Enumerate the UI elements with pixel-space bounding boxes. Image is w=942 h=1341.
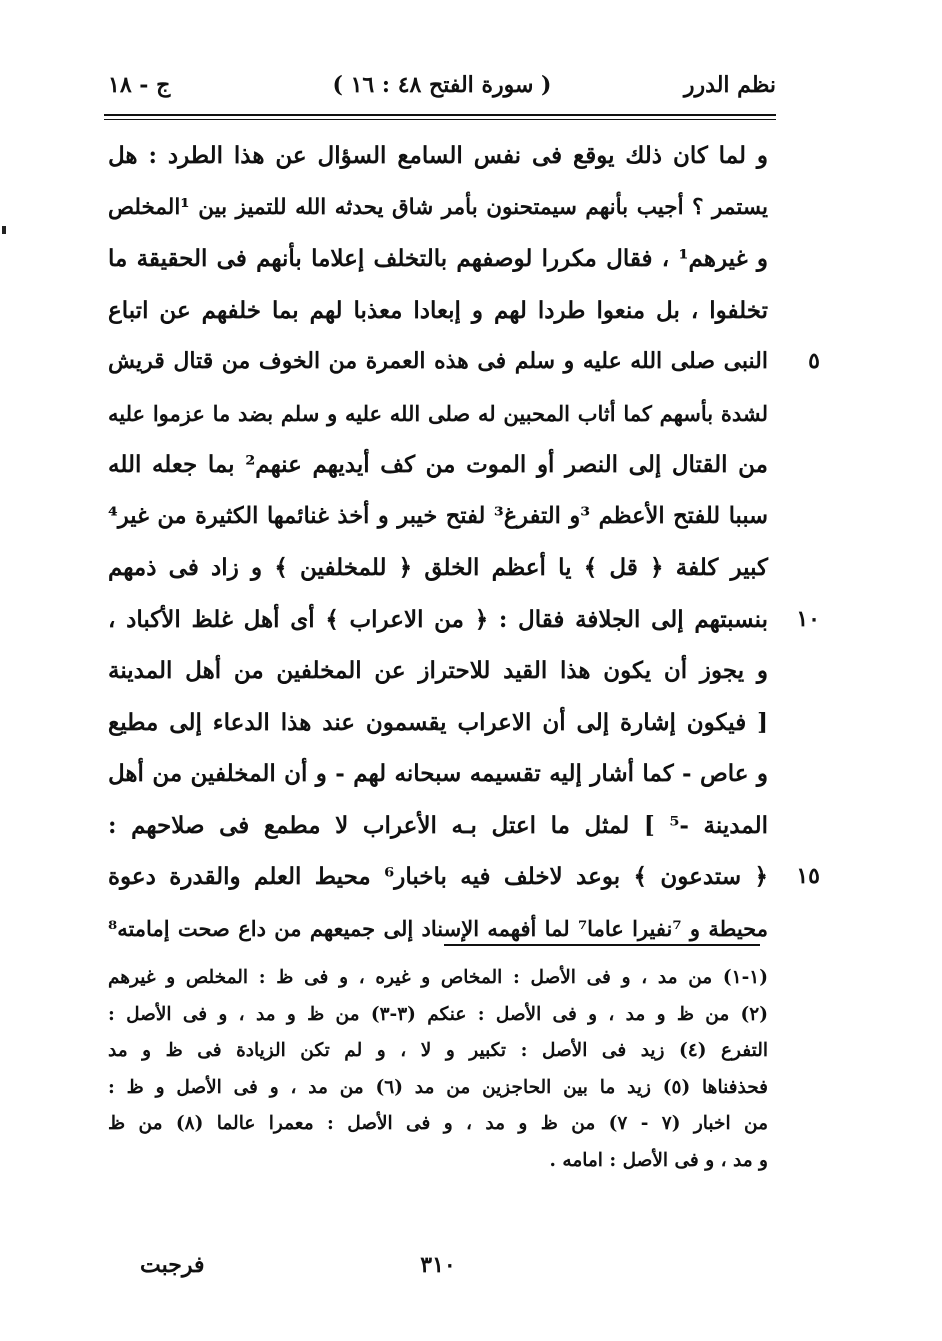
text-line xyxy=(108,233,768,285)
text-line xyxy=(108,439,768,491)
line-text: من القتال إلى النصر أو الموت من كف أيديهم عنهم² بما جعله الله xyxy=(108,451,768,478)
text-line xyxy=(108,336,820,388)
line-number: ٥ xyxy=(808,348,820,374)
text-line xyxy=(108,645,768,697)
text-line xyxy=(108,285,768,337)
running-header xyxy=(108,72,776,112)
footnote-line: (١-١) من مد ، و فى الأصل : المخاص و غيره ، و فى ظ : المخلص و غيرهم xyxy=(108,967,768,988)
page-footer xyxy=(108,1252,768,1288)
text-line xyxy=(108,851,820,903)
footnote-line: و مد ، و فى الأصل : امامه . xyxy=(549,1149,768,1171)
line-text: و عاص - كما أشار إليه تقسيمه سبحانه لهم - و أن المخلفين من أهل xyxy=(108,760,768,787)
text-line xyxy=(108,697,768,749)
line-text: النبى صلى الله عليه و سلم فى هذه العمرة من الخوف من قتال قريش xyxy=(108,348,768,374)
line-text: سببا للفتح الأعظم ³و التفرغ³ لفتح خيبر و أخذ غنائمها الكثيرة من غير⁴ xyxy=(108,502,768,529)
surah-reference: ( سورة الفتح ٤٨ : ١٦ ) xyxy=(332,72,552,98)
book-title: نظم الدرر xyxy=(683,72,776,98)
text-line xyxy=(108,800,768,852)
footnote-line: التفرع (٤) زيد فى الأصل : تكبير و لا ، و لم تكن الزيادة فى ظ و مد xyxy=(108,1040,768,1061)
text-line xyxy=(108,182,768,234)
footnote-separator xyxy=(444,944,760,946)
line-text: و لما كان ذلك يوقع فى نفس السامع السؤال عن هذا الطرد : هل xyxy=(108,142,768,169)
line-text: كبير كلفة ﴿ قل ﴾ يا أعظم الخلق ﴿ للمخلفين ﴾ و زاد فى ذمهم xyxy=(108,554,768,581)
text-line xyxy=(108,491,768,543)
text-line xyxy=(108,594,820,646)
footnote-line: من اخبار (٧ - ٧) من ظ و مد ، و فى الأصل : معمرا عالما (٨) من ظ xyxy=(108,1113,768,1134)
footnote-line: (٢) من ظ و مد ، و فى الأصل : عنكم (٣-٣) من ظ و مد ، و فى الأصل : xyxy=(108,1003,768,1025)
page-number: ٣١٠ xyxy=(420,1252,456,1278)
header-rule-thick xyxy=(104,114,776,116)
text-line xyxy=(108,388,768,440)
line-text: و غيرهم¹ ، فقال مكررا لوصفهم بالتخلف إعلاما بأنهم فى الحقيقة ما xyxy=(108,245,768,272)
header-rule-thin xyxy=(104,119,776,120)
text-line xyxy=(108,903,768,955)
line-text: محيطة و ⁷نفيرا عاما⁷ لما أفهمه الإسناد إلى جميعهم من داع صحت إمامته⁸ xyxy=(108,915,768,941)
line-text: المدينة -⁵ ] لمثل ما اعتل بـه الأعراب لا مطمع فى صلاحهم : xyxy=(108,811,768,839)
line-text: [ فيكون إشارة إلى أن الاعراب يقسمون عند هذا الدعاء إلى مطيع xyxy=(108,708,768,736)
line-text: ﴿ ستدعون ﴾ بوعد لاخلف فيه باخبار⁶ محيط العلم والقدرة دعوة xyxy=(108,863,768,890)
footnotes xyxy=(108,960,768,1179)
line-text: يستمر ؟ أجيب بأنهم سيمتحنون بأمر شاق يحدثه الله للتميز بين ¹المخلص xyxy=(108,194,768,220)
line-number: ١٥ xyxy=(796,863,820,889)
text-line xyxy=(108,542,768,594)
line-text: و يجوز أن يكون هذا القيد للاحتراز عن المخلفين من أهل المدينة xyxy=(108,657,768,684)
line-number: ١٠ xyxy=(796,605,820,632)
text-line xyxy=(108,748,768,800)
margin-mark xyxy=(2,226,6,234)
volume-number: ج - ١٨ xyxy=(108,72,171,98)
text-line xyxy=(108,130,768,182)
line-text: بنسبتهم إلى الجلافة فقال : ﴿ من الاعراب ﴾ أى أهل غلظ الأكباد ، xyxy=(108,605,768,633)
main-text xyxy=(108,130,820,954)
footnote-line: فحذفناها (٥) زيد ما بين الحاجزين من مد (٦) من مد ، و فى الأصل و ظ : xyxy=(108,1076,768,1098)
printer-signature: فرجبت xyxy=(140,1252,205,1278)
line-text: لشدة بأسهم كما أثاب المحبين له صلى الله عليه و سلم بضد ما عزموا عليه xyxy=(108,400,768,426)
line-text: تخلفوا ، بل منعوا طردا لهم و إبعادا معذبا لهم بما خلفهم عن اتباع xyxy=(108,296,768,324)
